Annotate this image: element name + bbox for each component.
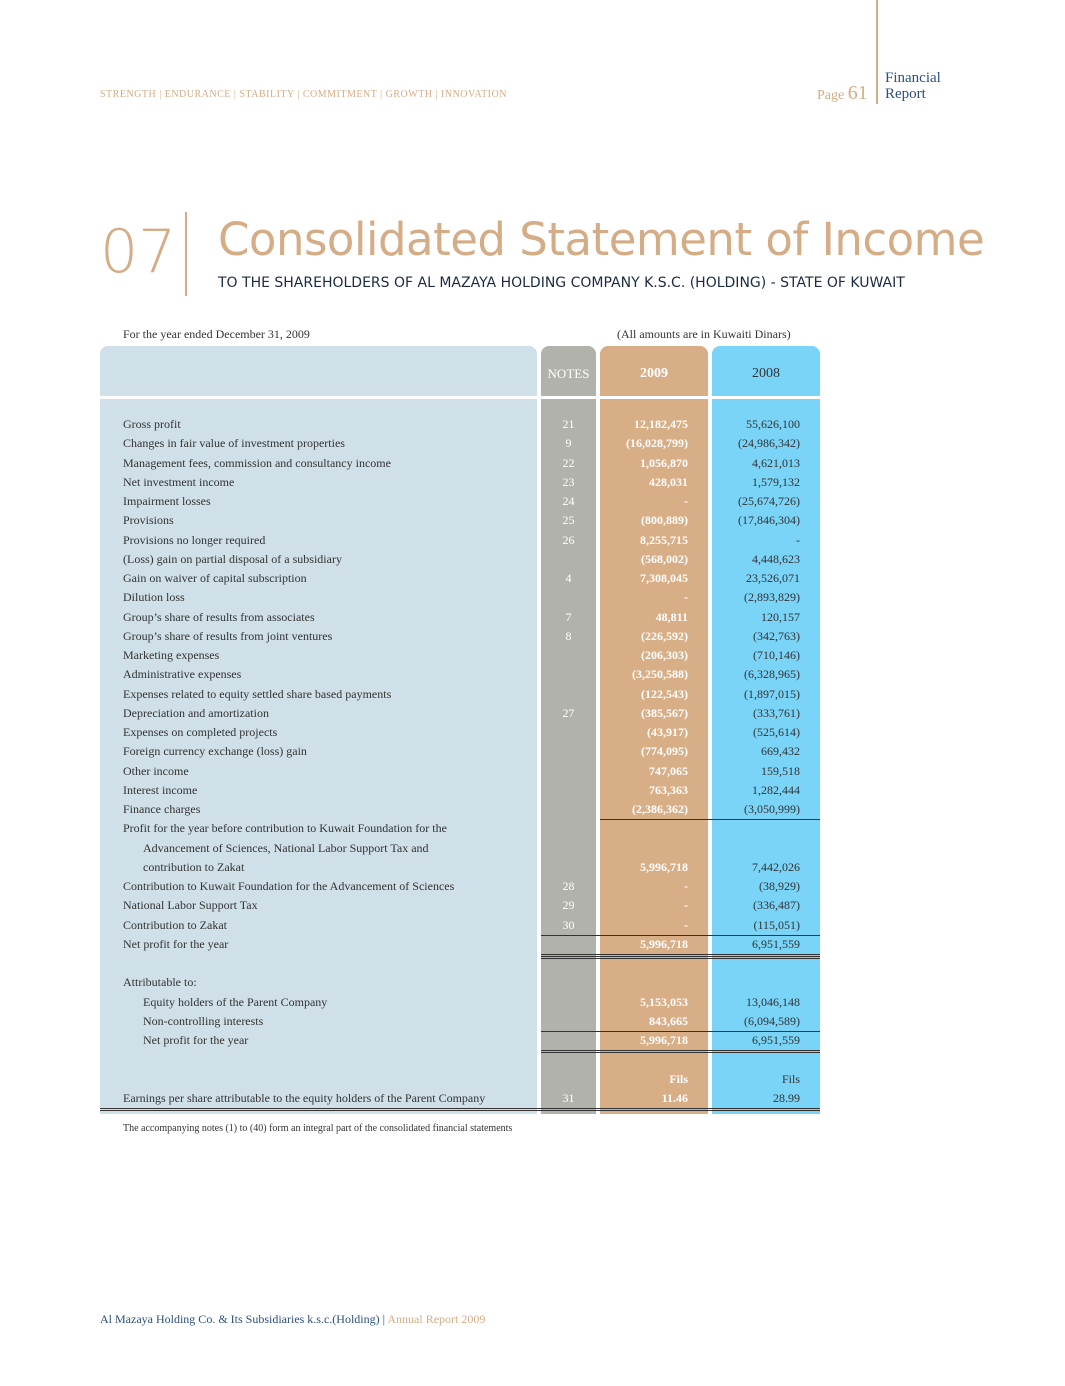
chapter-number: 07: [100, 217, 177, 287]
row-note: [541, 781, 596, 800]
row-value-2009: -: [684, 494, 688, 508]
table-row: [100, 531, 820, 550]
row-label: Provisions no longer required: [123, 532, 266, 547]
total-rule: [100, 1108, 820, 1111]
row-value-2009: (385,567): [641, 705, 688, 720]
section-label-line2: Report: [885, 86, 926, 102]
row-label: (Loss) gain on partial disposal of a subsidiary: [123, 551, 342, 566]
row-label: Changes in fair value of investment properties: [123, 436, 345, 451]
row-label: Group’s share of results from joint ventures: [123, 628, 333, 643]
row-value-2009: (43,917): [647, 725, 688, 739]
row-value-2009: [600, 973, 708, 992]
row-value-2009: (16,028,799): [626, 436, 688, 451]
row-value-2008: (336,487): [753, 898, 800, 913]
row-note: [541, 742, 596, 761]
row-value-2008: 7,442,026: [752, 859, 800, 874]
row-value-2008: (1,897,015): [744, 686, 800, 701]
row-value-2008: [712, 819, 820, 838]
table-row: [100, 935, 820, 954]
row-value-2008: 4,448,623: [752, 551, 800, 566]
row-value-2009: [600, 839, 708, 858]
row-note: 27: [562, 705, 575, 720]
row-value-2008: 55,626,100: [746, 417, 800, 431]
row-value-2009: 7,308,045: [640, 571, 688, 585]
row-value-2009: -: [684, 879, 688, 893]
row-note: [541, 588, 596, 607]
table-row: [100, 896, 820, 915]
row-label: Foreign currency exchange (loss) gain: [123, 744, 307, 759]
row-note: [541, 973, 596, 992]
row-label: Provisions: [123, 513, 174, 528]
row-value-2009: 8,255,715: [640, 532, 688, 547]
row-note: 25: [562, 513, 575, 528]
row-note: [541, 858, 596, 877]
row-value-2008: (2,893,829): [744, 590, 800, 605]
row-label: Non-controlling interests: [143, 1013, 264, 1028]
footer-report: Annual Report 2009: [387, 1312, 486, 1326]
row-value-2008: (17,846,304): [738, 513, 800, 528]
footer: [100, 1312, 485, 1327]
table-row: [100, 550, 820, 569]
row-value-2008: 23,526,071: [746, 571, 800, 585]
row-note: 31: [562, 1090, 575, 1105]
row-value-2009: 5,996,718: [640, 859, 688, 874]
table-row: [100, 1089, 820, 1108]
table-row: [100, 627, 820, 646]
row-value-2008: 4,621,013: [752, 455, 800, 470]
row-value-2008: 13,046,148: [746, 994, 800, 1009]
row-value-2009: (800,889): [641, 513, 688, 528]
row-label: Other income: [123, 763, 189, 778]
row-note: [541, 1070, 596, 1089]
row-label: Expenses related to equity settled share based payments: [123, 686, 392, 701]
page-word: Page: [817, 88, 845, 103]
total-rule: [541, 954, 820, 955]
row-note: 29: [562, 898, 575, 913]
row-value-2008: (333,761): [753, 705, 800, 720]
year-2009-column-header: 2009: [640, 366, 668, 381]
table-row: [100, 511, 820, 530]
row-label: Net profit for the year: [123, 936, 229, 951]
row-note: 7: [565, 609, 572, 624]
row-value-2008: (115,051): [753, 917, 800, 932]
footnote: The accompanying notes (1) to (40) form an integral part of the consolidated financial statements: [123, 1123, 513, 1134]
row-value-2009: (226,592): [641, 628, 688, 643]
row-value-2009: [600, 819, 708, 838]
row-label: Gain on waiver of capital subscription: [123, 571, 307, 585]
table-row: [100, 434, 820, 453]
row-value-2009: (774,095): [641, 744, 688, 759]
section-label: [885, 70, 941, 102]
table-row: [100, 588, 820, 607]
row-note: [541, 1031, 596, 1050]
row-value-2009: -: [684, 590, 688, 605]
row-value-2009: (122,543): [641, 686, 688, 701]
row-value-2008: [712, 973, 820, 992]
row-label: Group’s share of results from associates: [123, 609, 315, 624]
table-row: [100, 665, 820, 684]
row-value-2008: 120,157: [761, 609, 800, 624]
row-note: [541, 1012, 596, 1031]
row-label: [100, 1070, 537, 1089]
row-value-2009: (568,002): [641, 551, 688, 566]
table-row: [100, 1070, 820, 1089]
table-row: [100, 1031, 820, 1050]
row-value-2009: (206,303): [641, 648, 688, 662]
row-value-2008: 159,518: [761, 763, 800, 778]
table-row: [100, 819, 820, 838]
row-value-2008: Fils: [781, 1071, 800, 1086]
table-row: [100, 685, 820, 704]
row-label: Dilution loss: [123, 590, 185, 605]
row-value-2009: 843,665: [649, 1013, 688, 1028]
row-label: Equity holders of the Parent Company: [143, 994, 328, 1009]
row-note: 28: [562, 879, 575, 893]
row-label: Advancement of Sciences, National Labor Support Tax and: [143, 840, 429, 855]
currency-note: (All amounts are in Kuwaiti Dinars): [617, 327, 791, 341]
page-title: Consolidated Statement of Income: [218, 213, 985, 266]
row-note: [541, 550, 596, 569]
table-row: [100, 608, 820, 627]
row-value-2009: -: [684, 917, 688, 932]
row-note: [541, 800, 596, 819]
table-row: [100, 916, 820, 935]
row-label: Depreciation and amortization: [123, 705, 269, 720]
total-rule: [541, 956, 820, 959]
row-value-2008: (38,929): [759, 879, 800, 893]
row-value-2008: -: [796, 532, 800, 547]
row-value-2008: (3,050,999): [744, 802, 800, 816]
row-value-2009: 12,182,475: [634, 417, 688, 431]
row-note: [541, 762, 596, 781]
row-value-2009: 428,031: [649, 474, 688, 489]
row-label: Gross profit: [123, 417, 181, 431]
table-row: [100, 858, 820, 877]
table-row: [100, 569, 820, 588]
row-note: 4: [565, 571, 572, 585]
period-label: For the year ended December 31, 2009: [123, 327, 310, 341]
footer-company: Al Mazaya Holding Co. & Its Subsidiaries k.s.c.(Holding) |: [100, 1312, 386, 1326]
row-note: 23: [562, 474, 575, 489]
row-value-2008: (6,328,965): [744, 667, 800, 682]
table-row: [100, 762, 820, 781]
row-note: [541, 665, 596, 684]
row-value-2009: 11.46: [661, 1090, 688, 1105]
row-label: Finance charges: [123, 802, 201, 816]
row-note: [541, 935, 596, 954]
row-value-2009: 763,363: [649, 782, 688, 797]
row-label: Net profit for the year: [143, 1033, 249, 1047]
row-value-2008: 1,579,132: [752, 474, 800, 489]
row-label: Contribution to Kuwait Foundation for the Advancement of Sciences: [123, 879, 455, 893]
row-label: National Labor Support Tax: [123, 898, 258, 913]
table-row: [100, 454, 820, 473]
row-value-2008: (25,674,726): [738, 494, 800, 508]
row-label: [100, 954, 537, 973]
row-note: 30: [562, 917, 575, 932]
row-value-2008: 6,951,559: [752, 1033, 800, 1047]
row-value-2009: 5,153,053: [640, 994, 688, 1009]
row-note: 21: [562, 417, 575, 431]
total-rule: [600, 819, 820, 820]
row-note: [541, 685, 596, 704]
row-value-2009: 5,996,718: [640, 1033, 688, 1047]
row-label: Attributable to:: [123, 975, 197, 990]
row-note: [541, 819, 596, 838]
row-label: Marketing expenses: [123, 648, 220, 662]
row-label: Earnings per share attributable to the equity holders of the Parent Company: [123, 1090, 486, 1105]
row-value-2008: 669,432: [761, 744, 800, 759]
row-label: Management fees, commission and consultancy income: [123, 455, 391, 470]
header-tagline: STRENGTH | ENDURANCE | STABILITY | COMMITMENT | GROWTH | INNOVATION: [100, 89, 507, 100]
total-rule: [541, 935, 820, 936]
row-value-2009: 747,065: [649, 763, 688, 778]
table-row: [100, 973, 820, 992]
row-note: 24: [562, 494, 575, 508]
row-value-2008: (24,986,342): [738, 436, 800, 451]
row-label: Impairment losses: [123, 494, 211, 508]
row-note: 22: [562, 455, 575, 470]
row-note: [541, 839, 596, 858]
row-value-2009: -: [684, 898, 688, 913]
table-row: [100, 839, 820, 858]
row-note: [541, 646, 596, 665]
row-value-2009: Fils: [669, 1071, 688, 1086]
row-value-2008: (342,763): [753, 628, 800, 643]
row-value-2008: (6,094,589): [744, 1013, 800, 1028]
section-label-line1: Financial: [885, 70, 941, 86]
row-note: 26: [562, 532, 575, 547]
total-rule: [541, 1031, 820, 1032]
row-value-2008: 1,282,444: [752, 782, 800, 797]
table-row: [100, 877, 820, 896]
income-statement-table: [100, 415, 820, 1108]
row-value-2009: (3,250,588): [632, 667, 688, 682]
row-note: 8: [565, 628, 572, 643]
row-note: 9: [565, 436, 572, 451]
row-value-2008: (710,146): [753, 648, 800, 662]
header-divider: [876, 0, 878, 104]
table-row: [100, 800, 820, 819]
total-rule: [541, 1050, 820, 1053]
row-label: Net investment income: [123, 474, 235, 489]
table-row: [100, 993, 820, 1012]
page-subtitle: TO THE SHAREHOLDERS OF AL MAZAYA HOLDING COMPANY K.S.C. (HOLDING) - STATE OF KUWAIT: [218, 275, 905, 291]
row-label: Expenses on completed projects: [123, 725, 278, 739]
page-number-value: 61: [847, 82, 868, 104]
table-row: [100, 742, 820, 761]
notes-column-header: NOTES: [547, 366, 590, 381]
row-note: [541, 723, 596, 742]
row-label: Contribution to Zakat: [123, 917, 227, 932]
row-label: Administrative expenses: [123, 667, 242, 682]
table-row: [100, 723, 820, 742]
row-value-2008: [712, 839, 820, 858]
row-label: Interest income: [123, 782, 198, 797]
row-value-2008: 6,951,559: [752, 936, 800, 951]
year-2008-column-header: 2008: [752, 366, 780, 381]
page-number: [817, 82, 868, 105]
chapter-divider: [185, 212, 187, 296]
row-value-2009: 1,056,870: [640, 455, 688, 470]
row-value-2009: 5,996,718: [640, 936, 688, 951]
row-value-2008: 28.99: [773, 1090, 800, 1105]
row-label: contribution to Zakat: [143, 859, 245, 874]
table-row: [100, 704, 820, 723]
row-note: [541, 993, 596, 1012]
row-value-2008: (525,614): [753, 725, 800, 739]
row-label: [100, 1050, 537, 1069]
row-label: Profit for the year before contribution to Kuwait Foundation for the: [123, 821, 447, 836]
table-row: [100, 646, 820, 665]
table-row: [100, 415, 820, 434]
table-row: [100, 1012, 820, 1031]
row-value-2009: (2,386,362): [632, 802, 688, 816]
table-row: [100, 781, 820, 800]
table-row: [100, 473, 820, 492]
header-separator: [100, 396, 820, 399]
table-row: [100, 492, 820, 511]
row-value-2009: 48,811: [655, 609, 688, 624]
